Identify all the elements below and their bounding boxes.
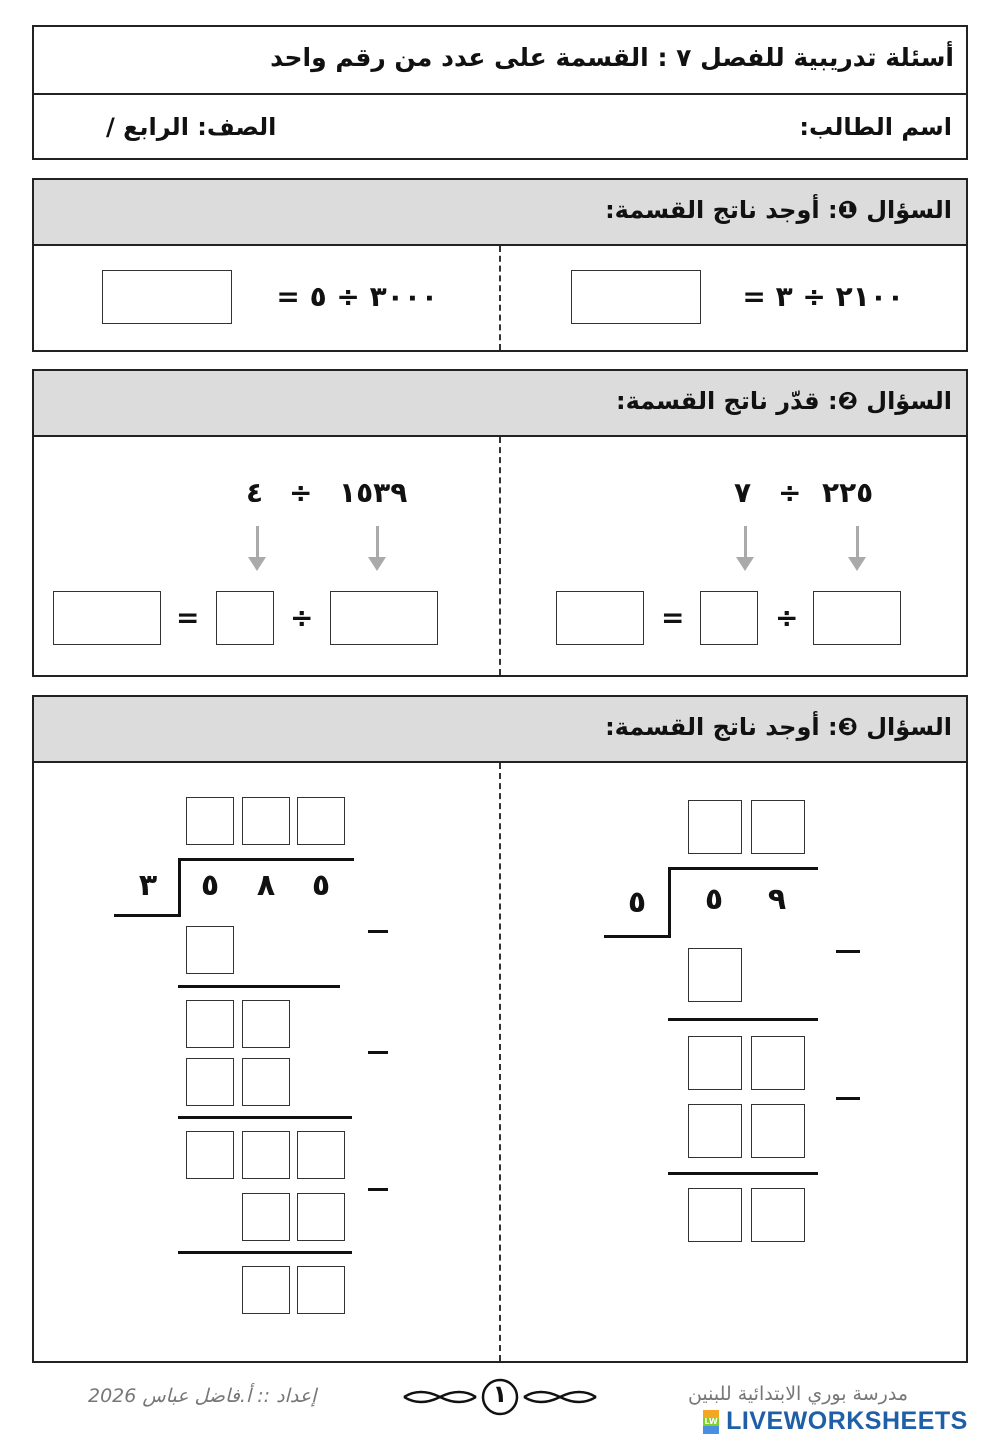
down-arrow-icon [848,557,866,571]
liveworksheets-logo [703,1407,968,1437]
q3-right-quotient-box[interactable] [688,800,742,854]
q3-right-remainder-box[interactable] [751,1188,805,1242]
liveworksheets-badge: LW [703,1410,719,1434]
divisor-underline [604,935,671,938]
division-bracket-side [178,858,181,917]
q3-left-work-box[interactable] [242,1131,290,1179]
q2-left-div-sign: ÷ [289,476,315,509]
q2-right-arrow-divisor [744,526,747,558]
minus-sign [368,1051,388,1054]
q2-right-div-sign: ÷ [778,476,804,509]
q3-right-quotient-box[interactable] [751,800,805,854]
footer-author: إعداد :: أ.فاضل عباس 2026 [88,1385,317,1407]
q2-left-div-sign-2: ÷ [290,601,316,634]
q2-left-arrow-dividend [376,526,379,558]
q2-left-divisor: ٤ [246,476,264,509]
q3-right-dividend-digit: ٥ [704,882,724,917]
q2-right-dividend: ٢٢٥ [822,476,874,509]
question-1-heading: السؤال ❶: أوجد ناتج القسمة: [605,196,952,224]
q3-left-work-box[interactable] [186,1000,234,1048]
student-name-label: اسم الطالب: [799,113,952,141]
q3-left-remainder-box[interactable] [297,1266,345,1314]
q3-right-work-box[interactable] [688,948,742,1002]
down-arrow-icon [248,557,266,571]
q3-right-work-box[interactable] [751,1104,805,1158]
q2-right-div-sign-2: ÷ [775,601,801,634]
q3-left-dividend-digit: ٨ [256,868,276,903]
subtraction-line [178,985,340,988]
q2-right-eq-sign: = [661,601,687,634]
header-divider [34,93,966,95]
minus-sign [368,1188,388,1191]
q3-left-quotient-box[interactable] [297,797,345,845]
q3-right-dividend-digit: ٩ [767,882,787,917]
q3-left-quotient-box[interactable] [186,797,234,845]
q2-right-estimate-box[interactable] [556,591,644,645]
liveworksheets-brand: LIVEWORKSHEETS [726,1407,968,1435]
q3-left-work-box[interactable] [242,1193,290,1241]
grade-label: الصف: الرابع / [106,113,277,141]
question-1-divider [499,246,501,350]
q3-left-work-box[interactable] [297,1193,345,1241]
worksheet-title: أسئلة تدريبية للفصل ٧ : القسمة على عدد من رقم واحد [270,43,954,72]
question-2-header [34,371,966,437]
q3-left-work-box[interactable] [186,1131,234,1179]
q3-left-divisor: ٣ [138,868,158,903]
divisor-underline [114,914,181,917]
q1-left-expression: ٣٠٠٠ ÷ ٥ = [276,280,438,313]
down-arrow-icon [736,557,754,571]
subtraction-line [178,1251,352,1254]
q2-left-rounded-divisor-box[interactable] [216,591,274,645]
q3-left-work-box[interactable] [242,1058,290,1106]
q3-left-dividend-digit: ٥ [200,868,220,903]
q3-left-dividend-digit: ٥ [311,868,331,903]
q2-left-estimate-box[interactable] [53,591,161,645]
q1-right-expression: ٢١٠٠ ÷ ٣ = [742,280,904,313]
question-1-box [32,178,968,352]
division-bracket-side [668,867,671,938]
question-3-box [32,695,968,1363]
q2-left-eq-sign: = [176,601,202,634]
subtraction-line [668,1018,818,1021]
question-2-divider [499,437,501,675]
question-1-header [34,180,966,246]
q2-right-rounded-divisor-box[interactable] [700,591,758,645]
division-bracket-top [180,858,354,861]
q2-right-divisor: ٧ [734,476,752,509]
subtraction-line [668,1172,818,1175]
q3-right-divisor: ٥ [627,885,647,920]
division-bracket-top [670,867,818,870]
q2-left-arrow-divisor [256,526,259,558]
minus-sign [368,930,388,933]
question-3-divider [499,763,501,1361]
q3-left-quotient-box[interactable] [242,797,290,845]
q2-right-rounded-dividend-box[interactable] [813,591,901,645]
q2-left-dividend: ١٥٣٩ [339,476,408,509]
q3-left-work-box[interactable] [186,926,234,974]
q3-right-remainder-box[interactable] [688,1188,742,1242]
question-2-box [32,369,968,677]
q1-left-answer-box[interactable] [102,270,232,324]
q3-left-remainder-box[interactable] [242,1266,290,1314]
question-3-heading: السؤال ❸: أوجد ناتج القسمة: [605,713,952,741]
minus-sign [836,950,860,953]
question-3-header [34,697,966,763]
q1-right-answer-box[interactable] [571,270,701,324]
question-2-heading: السؤال ❷: قدّر ناتج القسمة: [616,387,952,415]
minus-sign [836,1097,860,1100]
q3-right-work-box[interactable] [688,1104,742,1158]
subtraction-line [178,1116,352,1119]
page-number: ١ [492,1380,508,1408]
q3-right-work-box[interactable] [751,1036,805,1090]
down-arrow-icon [368,557,386,571]
q2-right-arrow-dividend [856,526,859,558]
footer-school: مدرسة بوري الابتدائية للبنين [687,1383,908,1405]
header-box [32,25,968,160]
q3-left-work-box[interactable] [242,1000,290,1048]
q3-left-work-box[interactable] [186,1058,234,1106]
q2-left-rounded-dividend-box[interactable] [330,591,438,645]
q3-right-work-box[interactable] [688,1036,742,1090]
q3-left-work-box[interactable] [297,1131,345,1179]
